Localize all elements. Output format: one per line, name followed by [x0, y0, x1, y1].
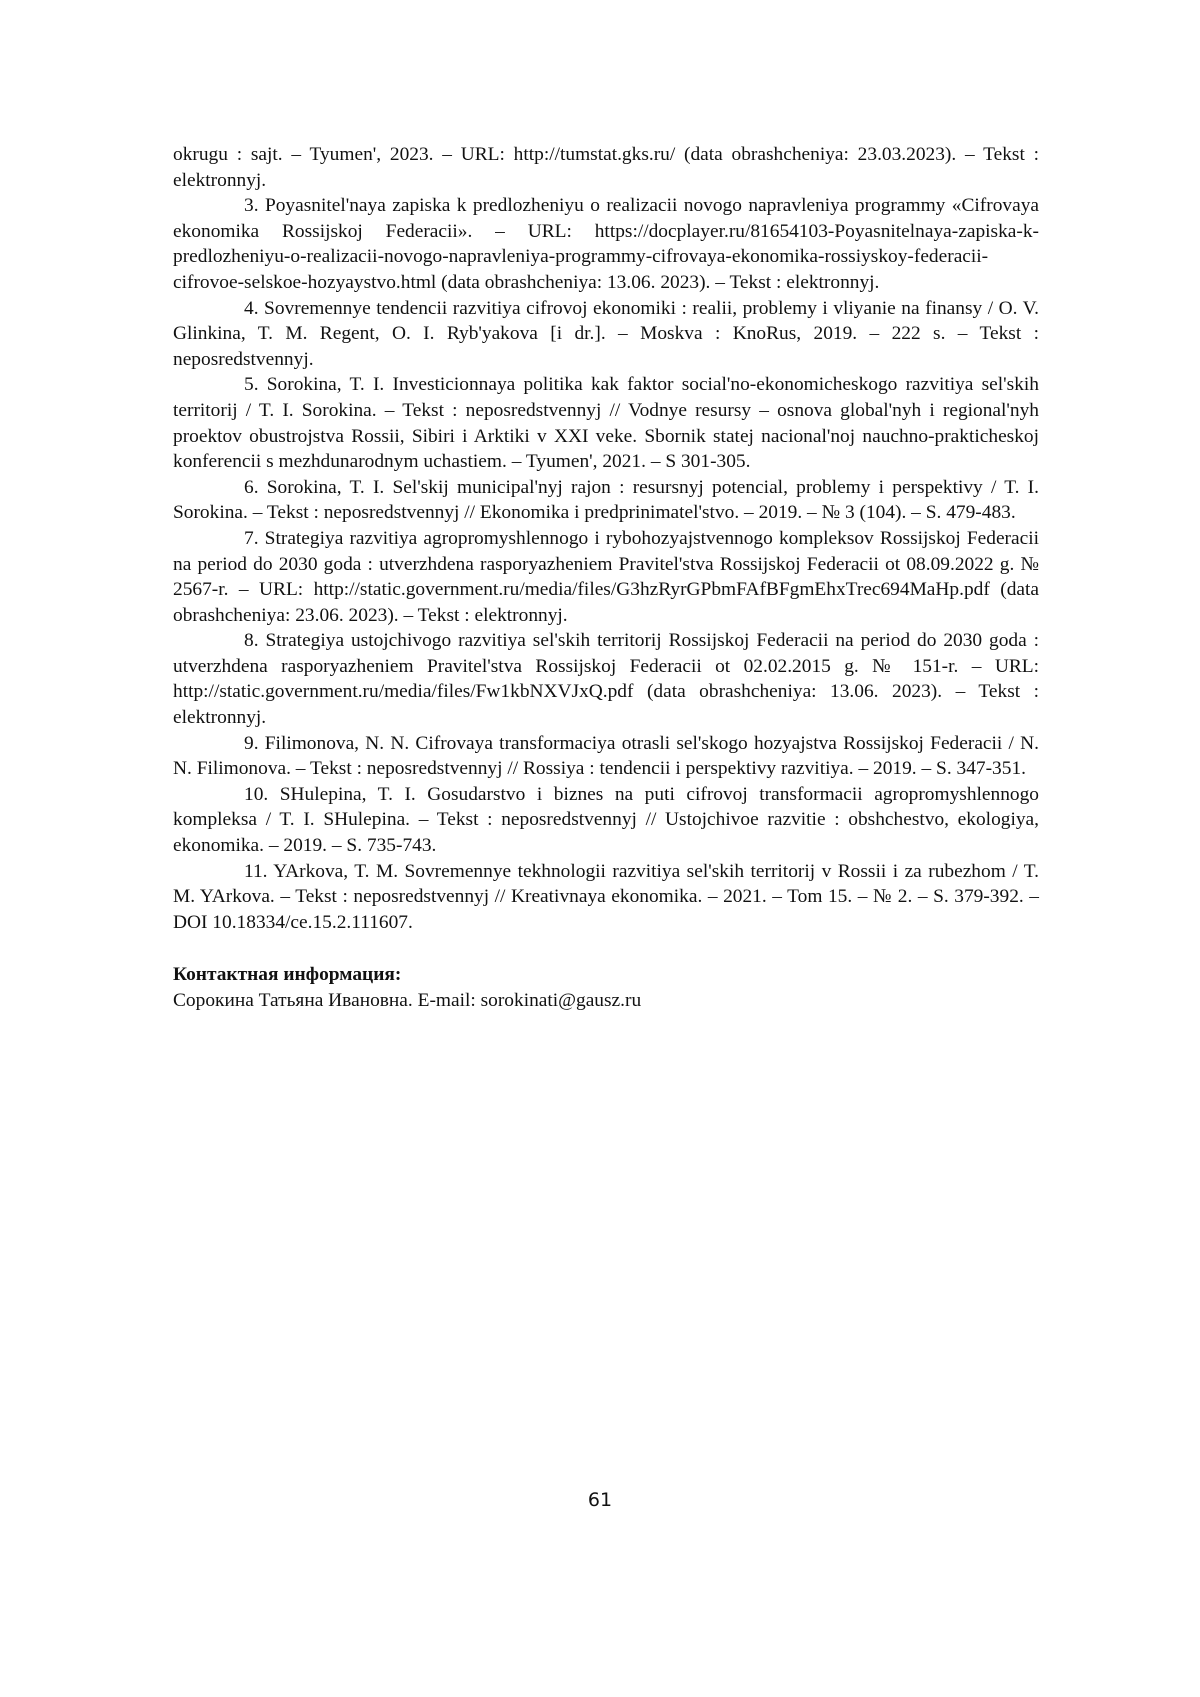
reference-item: 10. SHulepina, T. I. Gosudarstvo i biznes na puti cifrovoj transformacii agropromyshlennogo kompleksa / T. I. SHulepina. – Tekst : neposredstvennyj // Ustojchivoe razvitie : obshchestvo, ekologiya, ekonomika. – 2019. – S. 735-743. — [173, 783, 1039, 857]
contact-heading: Контактная информация: — [173, 964, 402, 986]
reference-item: okrugu : sajt. – Tyumen', 2023. – URL: http://tumstat.gks.ru/ (data obrashcheniya: 23.03.2023). – Tekst : elektronnyj. — [173, 144, 1039, 191]
contact-details: Сорокина Татьяна Ивановна. E-mail: sorokinati@gausz.ru — [173, 990, 642, 1011]
reference-item: 7. Strategiya razvitiya agropromyshlennogo i rybohozyajstvennogo kompleksov Rossijskoj Federacii na period do 2030 goda : utverzhdena rasporyazheniem Pravitel'stva Rossijskoj Federacii ot 08.09.2022 g. № 2567-r. – URL: http://static.government.ru/media/files/G3hzRyrGPbmFAfBFgmEhxTrec694MaHp.pdf (data obrashcheniya: 23.06. 2023). – Tekst : elektronnyj. — [173, 527, 1039, 626]
page-number: 61 — [587, 1489, 613, 1511]
reference-item: 11. YArkova, T. M. Sovremennye tekhnologii razvitiya sel'skih territorij v Rossii i za rubezhom / T. M. YArkova. – Tekst : neposredstvennyj // Kreativnaya ekonomika. – 2021. – Tom 15. – № 2. – S. 379-392. – DOI 10.18334/ce.15.2.111607. — [173, 860, 1039, 933]
reference-item: 5. Sorokina, T. I. Investicionnaya politika kak faktor social'no-ekonomicheskogo razvitiya sel'skih territorij / T. I. Sorokina. – Tekst : neposredstvennyj // Vodnye resursy – osnova global'nyh i regional'nyh proektov obustrojstva Rossii, Sibiri i Arktiki v XXI veke. Sbornik statej nacional'noj nauchno-prakticheskoj konferencii s mezhdunarodnym uchastiem. – Tyumen', 2021. – S 301-305. — [173, 374, 1039, 473]
reference-item: 3. Poyasnitel'naya zapiska k predlozheniyu o realizacii novogo napravleniya programmy «Cifrovaya ekonomika Rossijskoj Federacii». – URL: https://docplayer.ru/81654103-Poyasnitelnaya-zapiska-k-predlozheniyu-o-realizacii-novogo-napravleniya-programmy-cifrovaya-ekonomika-rossiyskoy-federacii-cifrovoe-selskoe-hozyaystvo.html (data obrashcheniya: 13.06. 2023). – Tekst : elektronnyj. — [173, 195, 1039, 293]
reference-item: 9. Filimonova, N. N. Cifrovaya transformaciya otrasli sel'skogo hozyajstva Rossijskoj Federacii / N. N. Filimonova. – Tekst : neposredstvennyj // Rossiya : tendencii i perspektivy razvitiya. – 2019. – S. 347-351. — [173, 732, 1039, 780]
reference-item: 6. Sorokina, T. I. Sel'skij municipal'nyj rajon : resursnyj potencial, problemy i perspektivy / T. I. Sorokina. – Tekst : neposredstvennyj // Ekonomika i predprinimatel'stvo. – 2019. – № 3 (104). – S. 479-483. — [173, 476, 1039, 524]
reference-item: 8. Strategiya ustojchivogo razvitiya sel'skih territorij Rossijskoj Federacii na period do 2030 goda : utverzhdena rasporyazheniem Pravitel'stva Rossijskoj Federacii ot 02.02.2015 g. № 151-r. – URL: http://static.government.ru/media/files/Fw1kbNXVJxQ.pdf (data obrashcheniya: 13.06. 2023). – Tekst : elektronnyj. — [173, 630, 1039, 729]
reference-list — [173, 142, 1039, 1014]
contact-section — [173, 962, 1039, 1013]
reference-item: 4. Sovremennye tendencii razvitiya cifrovoj ekonomiki : realii, problemy i vliyanie na finansy / O. V. Glinkina, T. M. Regent, O. I. Ryb'yakova [i dr.]. – Moskva : KnoRus, 2019. – 222 s. – Tekst : neposredstvennyj. — [173, 297, 1039, 370]
